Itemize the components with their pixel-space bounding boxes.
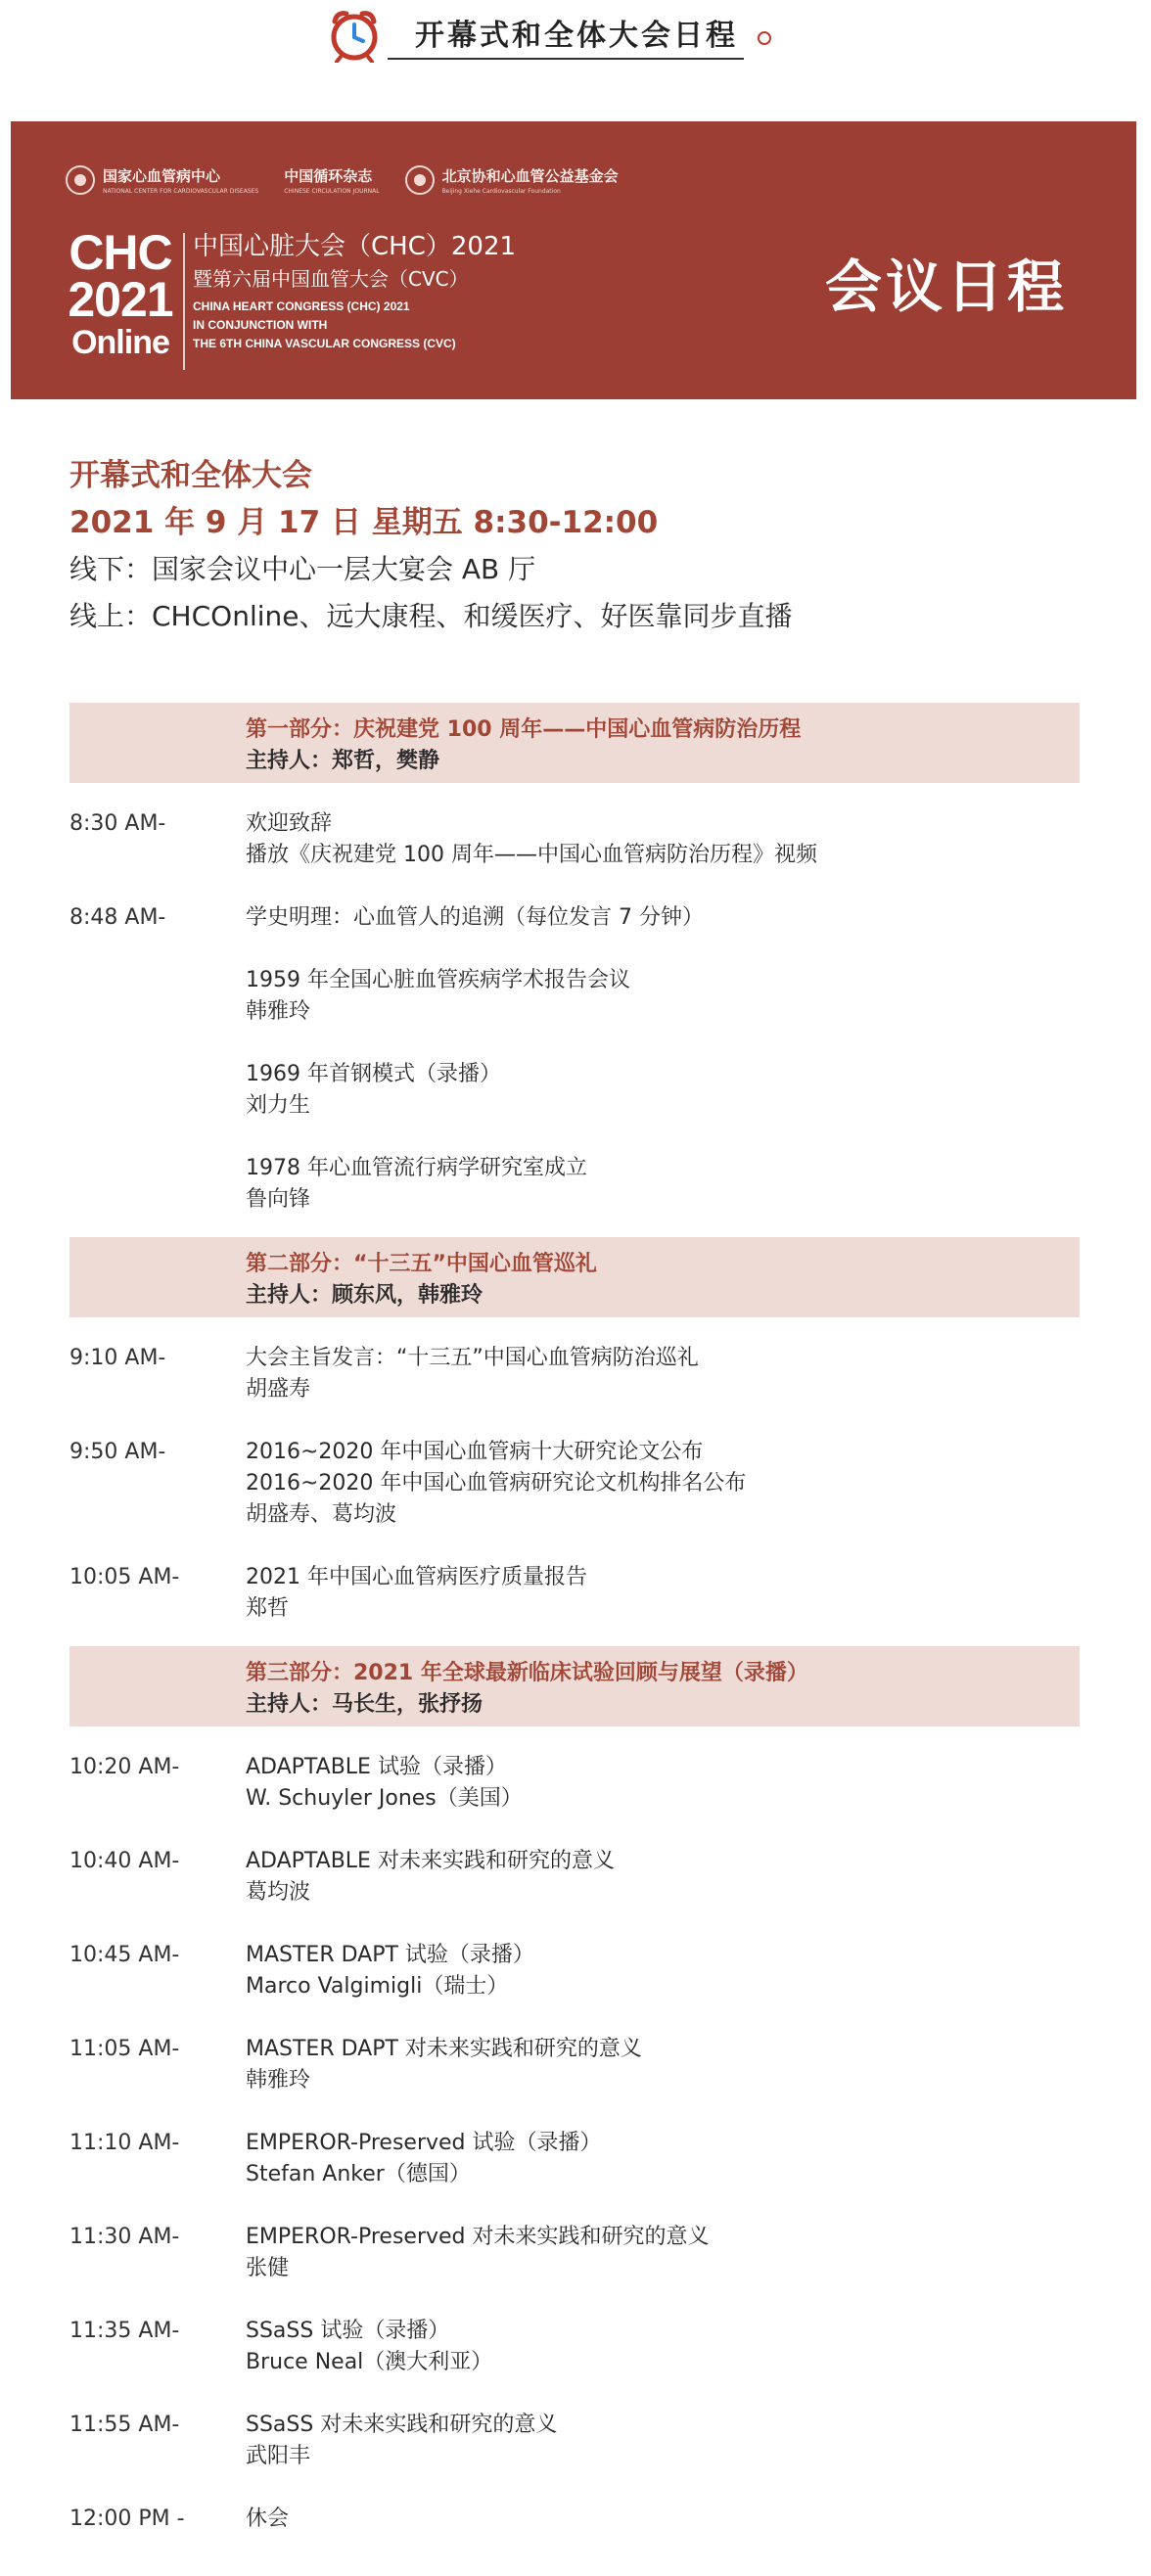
agenda-line: Marco Valgimigli（瑞士）	[246, 1974, 509, 1999]
session-intro	[69, 452, 1097, 640]
agenda-line: 休会	[246, 2507, 290, 2531]
agenda-line: ADAPTABLE 试验（录播）	[246, 1755, 507, 1779]
agenda-time: 11:55 AM-	[69, 2413, 180, 2437]
logo-subtitle: CHINESE CIRCULATION JOURNAL	[284, 188, 380, 195]
section-header	[69, 1237, 1080, 1317]
agenda-time: 12:00 PM -	[69, 2507, 185, 2531]
agenda-line: 郑哲	[246, 1596, 290, 1621]
logo-name: 中国循环杂志	[284, 167, 373, 185]
conference-zh-line2: 暨第六届中国血管大会（CVC）	[193, 267, 469, 291]
agenda-line: 胡盛寿、葛均波	[246, 1502, 397, 1527]
venue-offline: 线下：国家会议中心一层大宴会 AB 厅	[69, 553, 536, 585]
logo-subtitle: NATIONAL CENTER FOR CARDIOVASCULAR DISEASES	[103, 188, 259, 195]
logo-foundation	[405, 165, 619, 195]
agenda-line: 武阳丰	[246, 2444, 311, 2468]
agenda-line: 欢迎致辞	[246, 811, 333, 836]
agenda-line: EMPEROR-Preserved 试验（录播）	[246, 2131, 602, 2155]
section-header	[69, 1646, 1080, 1726]
agenda-time: 11:35 AM-	[69, 2319, 180, 2343]
agenda-line: MASTER DAPT 对未来实践和研究的意义	[246, 2037, 642, 2061]
agenda-line: 2021 年中国心血管病医疗质量报告	[246, 1565, 587, 1589]
section-hosts: 主持人：郑哲，樊静	[246, 749, 440, 773]
agenda-line: 2016~2020 年中国心血管病研究论文机构排名公布	[246, 1471, 747, 1495]
agenda-time: 11:30 AM-	[69, 2225, 180, 2249]
logo-subtitle: Beijing Xiehe Cardiovascular Foundation	[441, 188, 561, 195]
agenda-line: Bruce Neal（澳大利亚）	[246, 2350, 493, 2374]
agenda-line: W. Schuyler Jones（美国）	[246, 1786, 523, 1811]
agenda-line: 胡盛寿	[246, 1377, 311, 1402]
agenda-line: 播放《庆祝建党 100 周年——中国心血管病防治历程》视频	[246, 843, 817, 867]
agenda-line: MASTER DAPT 试验（录播）	[246, 1943, 534, 1967]
header-banner	[11, 121, 1136, 399]
chc-logo	[66, 225, 175, 362]
agenda-time: 11:10 AM-	[69, 2131, 180, 2155]
agenda-line: 大会主旨发言：“十三五”中国心血管病防治巡礼	[246, 1346, 699, 1370]
logo-row	[66, 161, 619, 200]
seal-icon	[405, 165, 435, 195]
alarm-clock-icon	[329, 8, 380, 63]
conference-en	[193, 298, 545, 353]
agenda-time: 10:45 AM-	[69, 1943, 180, 1967]
section-hosts: 主持人：马长生，张抒扬	[246, 1692, 483, 1717]
session-datetime: 2021 年 9 月 17 日 星期五 8:30-12:00	[69, 505, 659, 540]
conference-name	[193, 229, 545, 353]
conference-en-line1: CHINA HEART CONGRESS (CHC) 2021	[193, 299, 410, 313]
agenda-time: 11:05 AM-	[69, 2037, 180, 2061]
logo-journal	[284, 165, 379, 195]
conference-en-line2: IN CONJUNCTION WITH	[193, 318, 328, 332]
venue-online: 线上：CHCOnline、远大康程、和缓医疗、好医靠同步直播	[69, 600, 793, 632]
logo-nccd	[66, 165, 258, 195]
agenda-line: EMPEROR-Preserved 对未来实践和研究的意义	[246, 2225, 710, 2249]
section-title: 第一部分：庆祝建党 100 周年——中国心血管病防治历程	[246, 717, 802, 742]
agenda-time: 9:50 AM-	[69, 1440, 166, 1464]
agenda-line: SSaSS 试验（录播）	[246, 2319, 450, 2343]
section-hosts: 主持人：顾东风，韩雅玲	[246, 1283, 483, 1308]
conference-en-line3: THE 6TH CHINA VASCULAR CONGRESS (CVC)	[193, 337, 456, 350]
agenda-line: 1969 年首钢模式（录播）	[246, 1062, 501, 1086]
agenda-time: 8:48 AM-	[69, 905, 166, 930]
agenda-line: 刘力生	[246, 1093, 311, 1118]
chc-year: 2021	[68, 272, 173, 327]
agenda-line: Stefan Anker（德国）	[246, 2162, 471, 2186]
agenda-line: 1959 年全国心脏血管疾病学术报告会议	[246, 968, 630, 992]
agenda-time: 10:20 AM-	[69, 1755, 180, 1779]
agenda-line: 学史明理：心血管人的追溯（每位发言 7 分钟）	[246, 905, 704, 930]
session-heading: 开幕式和全体大会	[69, 458, 312, 493]
agenda-time: 10:40 AM-	[69, 1849, 180, 1873]
chc-mark: CHC	[69, 225, 172, 280]
agenda-line: 葛均波	[246, 1880, 311, 1905]
circle-dot-icon	[758, 31, 771, 45]
agenda-line: ADAPTABLE 对未来实践和研究的意义	[246, 1849, 615, 1873]
banner-title: 会议日程	[824, 253, 1068, 320]
section-header	[69, 703, 1080, 783]
conference-zh-line1: 中国心脏大会（CHC）2021	[193, 232, 517, 261]
agenda-time: 10:05 AM-	[69, 1565, 180, 1589]
agenda-line: 1978 年心血管流行病学研究室成立	[246, 1156, 587, 1180]
agenda-line: 张健	[246, 2256, 290, 2280]
section-title: 第二部分：“十三五”中国心血管巡礼	[246, 1252, 597, 1276]
top-title-bar	[0, 0, 1151, 78]
agenda-line: SSaSS 对未来实践和研究的意义	[246, 2413, 558, 2437]
agenda-line: 韩雅玲	[246, 999, 311, 1024]
agenda-line: 鲁向锋	[246, 1187, 311, 1212]
seal-icon	[66, 165, 95, 195]
top-title	[388, 12, 818, 59]
section-title: 第三部分：2021 年全球最新临床试验回顾与展望（录播）	[246, 1661, 808, 1685]
agenda-line: 韩雅玲	[246, 2068, 311, 2093]
agenda-time: 9:10 AM-	[69, 1346, 166, 1370]
top-title-text: 开幕式和全体大会日程	[388, 11, 744, 60]
agenda-line: 2016~2020 年中国心血管病十大研究论文公布	[246, 1440, 704, 1464]
chc-online: Online	[71, 324, 169, 361]
logo-name: 北京协和心血管公益基金会	[441, 167, 619, 185]
agenda-time: 8:30 AM-	[69, 811, 166, 836]
divider	[183, 233, 185, 370]
logo-name: 国家心血管病中心	[103, 167, 221, 185]
